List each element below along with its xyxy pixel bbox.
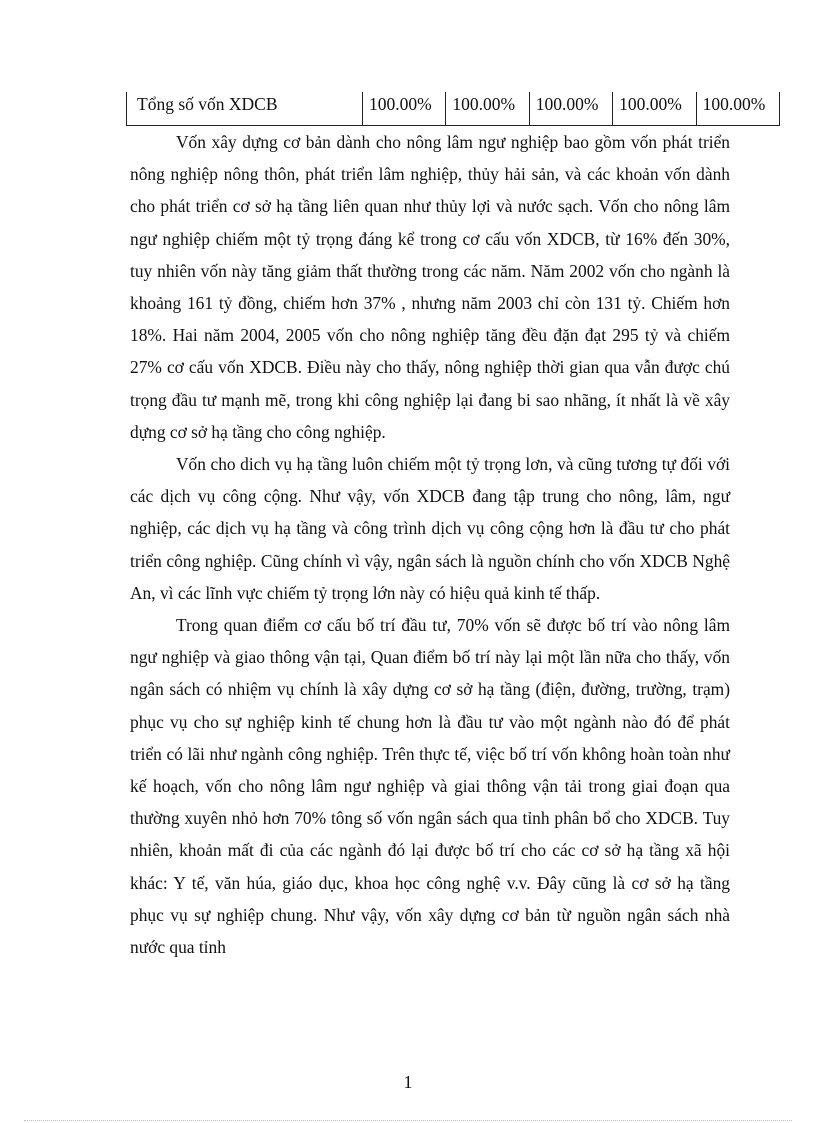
table-row <box>127 92 780 126</box>
table-cell-value: 100.00% <box>613 92 696 126</box>
table-cell-value: 100.00% <box>446 92 529 126</box>
paragraph: Trong quan điểm cơ cấu bố trí đầu tư, 70% vốn sẽ được bố trí vào nông lâm ngư nghiệp và giao thông vận tại, Quan điểm bố trí này lại một lần nữa cho thấy, vốn ngân sách có nhiệm vụ chính là xây dựng cơ sở hạ tầng (điện, đường, trường, trạm) phục vụ cho sự nghiệp kinh tế chung hơn là đầu tư vào một ngành nào đó để phát triển có lãi như ngành công nghiệp. Trên thực tế, việc bố trí vốn không hoàn toàn như kế hoạch, vốn cho nông lâm ngư nghiệp và giai thông vận tải trong giai đoạn qua thường xuyên nhỏ hơn 70% tông số vốn ngân sách qua tỉnh phân bổ cho XDCB. Tuy nhiên, khoản mất đi của các ngành đó lại được bố trí cho các cơ sở hạ tầng xã hội khác: Y tế, văn húa, giáo dục, khoa học công nghệ v.v. Đây cũng là cơ sở hạ tầng phục vụ sự nghiệp chung. Như vậy, vốn xây dựng cơ bản từ nguồn ngân sách nhà nước qua tỉnh <box>130 615 730 958</box>
summary-table <box>126 92 780 126</box>
paragraph: Vốn cho dich vụ hạ tầng luôn chiếm một tỷ trọng lơn, và cũng tương tự đối với các dịch vụ công cộng. Như vậy, vốn XDCB đang tập trung cho nông, lâm, ngư nghiệp, các dịch vụ hạ tầng và công trình dịch vụ công cộng hơn là đầu tư cho phát triển công nghiệp. Cũng chính vì vậy, ngân sách là nguồn chính cho vốn XDCB Nghệ An, vì các lĩnh vực chiếm tỷ trọng lớn này có hiệu quả kinh tế thấp. <box>130 454 730 603</box>
page-footer-divider <box>24 1120 792 1121</box>
document-body <box>130 126 730 963</box>
table-cell-value: 100.00% <box>363 92 446 126</box>
page-number: 1 <box>403 1072 413 1092</box>
table-cell-value: 100.00% <box>696 92 779 126</box>
table-cell-value: 100.00% <box>529 92 612 126</box>
table-cell-label: Tổng số vốn XDCB <box>127 92 363 126</box>
summary-table-container <box>126 92 780 126</box>
paragraph: Vốn xây dựng cơ bản dành cho nông lâm ngư nghiệp bao gồm vốn phát triển nông nghiệp nông thôn, phát triển lâm nghiệp, thủy hải sản, và các khoản vốn dành cho phát triển cơ sở hạ tầng liên quan như thủy lợi và nước sạch. Vốn cho nông lâm ngư nghiệp chiếm một tỷ trọng đáng kể trong cơ cấu vốn XDCB, từ 16% đến 30%, tuy nhiên vốn này tăng giảm thất thường trong các năm. Năm 2002 vốn cho ngành là khoảng 161 tỷ đồng, chiếm hơn 37% , nhưng năm 2003 chỉ còn 131 tỷ. Chiếm hơn 18%. Hai năm 2004, 2005 vốn cho nông nghiệp tăng đều đặn đạt 295 tỷ và chiếm 27% cơ cấu vốn XDCB. Điều này cho thấy, nông nghiệp thời gian qua vẫn được chú trọng đầu tư mạnh mẽ, trong khi công nghiệp lại đang bi sao nhãng, ít nhất là về xây dựng cơ sở hạ tầng cho công nghiệp. <box>130 132 730 442</box>
